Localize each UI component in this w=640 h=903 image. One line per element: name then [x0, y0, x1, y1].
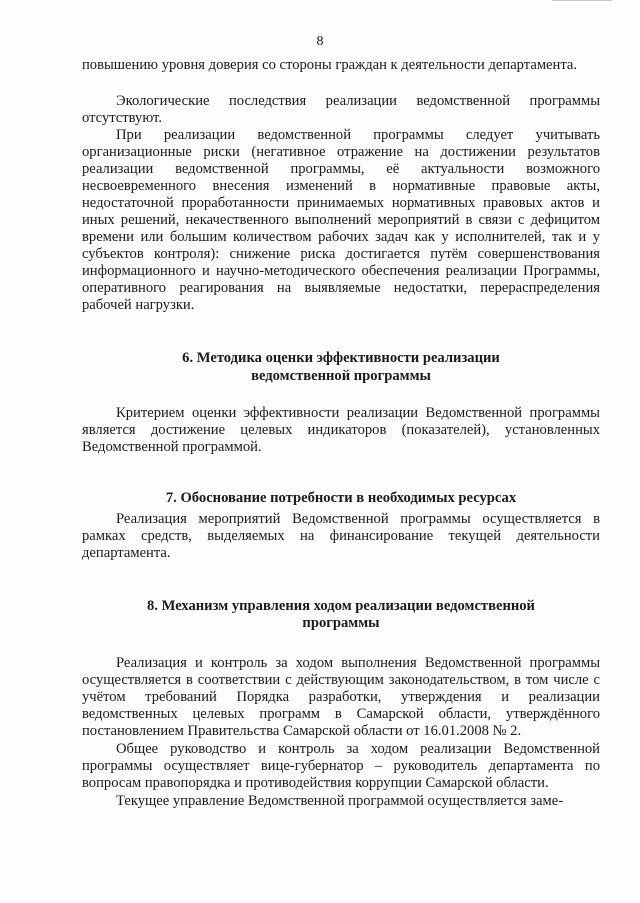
section-8-paragraph-supervision: Общее руководство и контроль за ходом реализации Ведомственной программы осуществляет вице-губернатор – руководитель департамента по вопросам правопорядка и противодействия коррупции Самарской области.	[82, 741, 600, 791]
page-number: 8	[316, 34, 324, 49]
section-8-title-line2: программы	[302, 615, 380, 631]
section-6-title-line1: 6. Методика оценки эффективности реализации	[182, 350, 500, 366]
section-7-text: Реализация мероприятий Ведомственной программы осуществляется в рамках средств, выделяемых на финансирование текущей деятельности департамента.	[82, 511, 600, 561]
section-6-text: Критерием оценки эффективности реализации Ведомственной программы является достижение целевых индикаторов (показателей), установленных Ведомственной программой.	[82, 405, 600, 455]
paragraph-ecology: Экологические последствия реализации ведомственной программы отсутствуют.	[82, 93, 600, 126]
paragraph-risks: При реализации ведомственной программы следует учитывать организационные риски (негативное отражение на достижении результатов реализации ведомственной программы, её актуальности возможного несвоевременного внесения изменений в нормативные правовые акты, недостаточной проработанности принимаемых нормативных правовых актов и иных решений, некачественного выполнений мероприятий в связи с дефицитом времени или большим количеством рабочих задач как у исполнителей, так и у субъектов контроля): снижение риска достигается путём совершенствования информационного и научно-методического обеспечения реализации Программы, оперативного реагирования на выявляемые недостатки, перераспределения рабочей нагрузки.	[82, 127, 600, 313]
section-8-title-line1: 8. Механизм управления ходом реализации ведомственной	[147, 598, 535, 614]
section-6-title-line2: ведомственной программы	[251, 368, 431, 384]
section-8-paragraph-implementation: Реализация и контроль за ходом выполнения Ведомственной программы осуществляется в соответствии с действующим законодательством, в том числе с учётом требований Порядка разработки, утверждения и реализации ведомственных целевых программ в Самарской области, утверждённого постановлением Правительства Самарской области от 16.01.2008 № 2.	[82, 655, 600, 739]
section-7-title: 7. Обоснование потребности в необходимых ресурсах	[165, 490, 517, 506]
paragraph-trust: повышению уровня доверия со стороны граждан к деятельности департамента.	[82, 57, 578, 73]
section-8-paragraph-current-management: Текущее управление Ведомственной программой осуществляется заме-	[116, 793, 564, 809]
scan-edge-mark	[552, 0, 612, 3]
